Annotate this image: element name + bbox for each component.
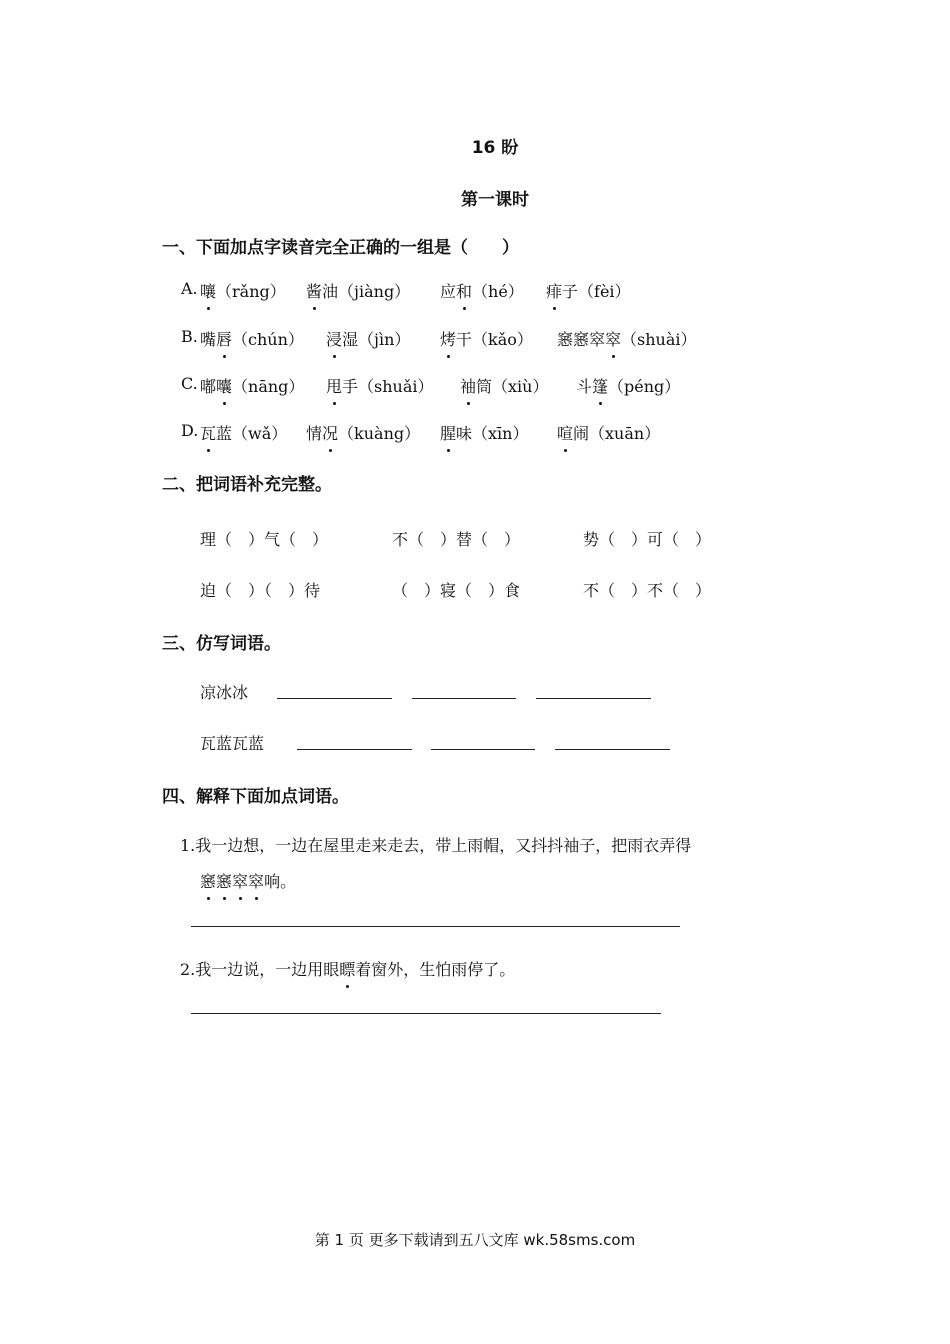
q1-heading: 一、下面加点字读音完全正确的一组是（ ） — [162, 238, 519, 258]
option-word — [440, 421, 528, 444]
word-text: 应 — [440, 282, 457, 301]
q4-sentence-1-cont — [200, 869, 296, 892]
dotted-char: 窣 — [605, 327, 621, 350]
word-pinyin: 手（shuǎi） — [342, 377, 434, 396]
dotted-char: 唇 — [216, 327, 232, 350]
word-pinyin: 湿（jìn） — [342, 330, 411, 349]
dotted-char: 瓦 — [200, 421, 216, 444]
option-word — [546, 279, 631, 302]
dotted-char: 酱 — [306, 279, 322, 302]
sentence-number: 1. — [180, 836, 196, 855]
answer-line — [555, 749, 670, 750]
dotted-char: 窣 — [232, 869, 248, 892]
option-word — [576, 374, 680, 397]
option-word — [306, 421, 420, 444]
option-word — [557, 327, 697, 350]
q3-example-1: 凉冰冰 — [200, 683, 249, 702]
page-title: 16 盼 — [471, 138, 519, 158]
fill-phrase: 不（ ）不（ ） — [583, 581, 712, 600]
dotted-word — [200, 872, 264, 891]
sentence-end: 响。 — [264, 872, 297, 891]
fill-phrase: （ ）寝（ ）食 — [392, 581, 521, 600]
word-pinyin: （kuàng） — [338, 424, 421, 443]
answer-line — [277, 698, 392, 699]
dotted-char: 囔 — [216, 374, 232, 397]
option-word — [460, 374, 548, 397]
dotted-char: 窸 — [200, 869, 216, 892]
sentence-text: 着窗外，生怕雨停了。 — [355, 960, 516, 979]
q3-example-2: 瓦蓝瓦蓝 — [200, 734, 265, 753]
fill-phrase: 不（ ）替（ ） — [392, 530, 521, 549]
option-label: A. — [181, 279, 198, 298]
q3-heading: 三、仿写词语。 — [162, 634, 281, 654]
dotted-char: 喧 — [557, 421, 573, 444]
q4-sentence-1 — [180, 833, 691, 856]
dotted-char: 甩 — [326, 374, 342, 397]
option-word — [200, 279, 286, 302]
dotted-char: 况 — [322, 421, 338, 444]
option-label: C. — [181, 374, 198, 393]
word-pinyin: （chún） — [232, 330, 304, 349]
word-pinyin: 蓝（wǎ） — [216, 424, 288, 443]
answer-line — [297, 749, 412, 750]
answer-line — [191, 926, 680, 927]
sentence-text: 我一边想，一边在屋里走来走去，带上雨帽，又抖抖袖子，把雨衣弄得 — [195, 836, 692, 855]
word-pinyin: （hé） — [472, 282, 524, 301]
word-text: 嘴 — [200, 330, 217, 349]
q4-sentence-2 — [180, 957, 515, 980]
lesson-subtitle: 第一课时 — [461, 190, 529, 210]
dotted-char: 瞟 — [339, 957, 355, 980]
word-pinyin: 子（fèi） — [562, 282, 631, 301]
option-label: B. — [181, 327, 198, 346]
q2-heading: 二、把词语补充完整。 — [162, 475, 332, 495]
dotted-char: 嚷 — [200, 279, 216, 302]
option-word — [326, 374, 434, 397]
option-word — [440, 279, 524, 302]
option-word — [200, 374, 304, 397]
dotted-char: 烤 — [440, 327, 456, 350]
word-text: 嘟 — [200, 377, 217, 396]
word-pinyin: 油（jiàng） — [322, 282, 411, 301]
q4-heading: 四、解释下面加点词语。 — [162, 787, 349, 807]
fill-phrase: 理（ ）气（ ） — [200, 530, 329, 549]
word-text: 斗 — [576, 377, 593, 396]
answer-line — [431, 749, 535, 750]
option-word — [326, 327, 410, 350]
answer-line — [191, 1013, 661, 1014]
answer-line — [536, 698, 651, 699]
word-pinyin: （péng） — [608, 377, 681, 396]
option-word — [440, 327, 533, 350]
word-pinyin: （rǎng） — [216, 282, 286, 301]
dotted-char: 和 — [456, 279, 472, 302]
option-word — [557, 421, 660, 444]
word-pinyin: 干（kǎo） — [456, 330, 533, 349]
word-pinyin: （shuài） — [621, 330, 697, 349]
dotted-char: 浸 — [326, 327, 342, 350]
dotted-char: 袖 — [460, 374, 476, 397]
word-pinyin: 味（xīn） — [456, 424, 529, 443]
word-pinyin: （nāng） — [232, 377, 305, 396]
page-footer: 第 1 页 更多下载请到五八文库 wk.58sms.com — [314, 1231, 636, 1249]
option-label: D. — [181, 421, 199, 440]
option-word — [306, 279, 410, 302]
sentence-text: 我一边说，一边用眼 — [195, 960, 340, 979]
word-text: 窸窸窣 — [557, 330, 606, 349]
option-word — [200, 421, 287, 444]
dotted-char: 篷 — [592, 374, 608, 397]
option-word — [200, 327, 304, 350]
dotted-char: 痱 — [546, 279, 562, 302]
word-text: 情 — [306, 424, 323, 443]
dotted-char: 窣 — [248, 869, 264, 892]
sentence-number: 2. — [180, 960, 196, 979]
fill-phrase: 势（ ）可（ ） — [583, 530, 712, 549]
dotted-char: 窸 — [216, 869, 232, 892]
word-pinyin: 筒（xiù） — [476, 377, 549, 396]
dotted-char: 腥 — [440, 421, 456, 444]
fill-phrase: 迫（ ）（ ）待 — [200, 581, 321, 600]
answer-line — [412, 698, 516, 699]
word-pinyin: 闹（xuān） — [573, 424, 661, 443]
